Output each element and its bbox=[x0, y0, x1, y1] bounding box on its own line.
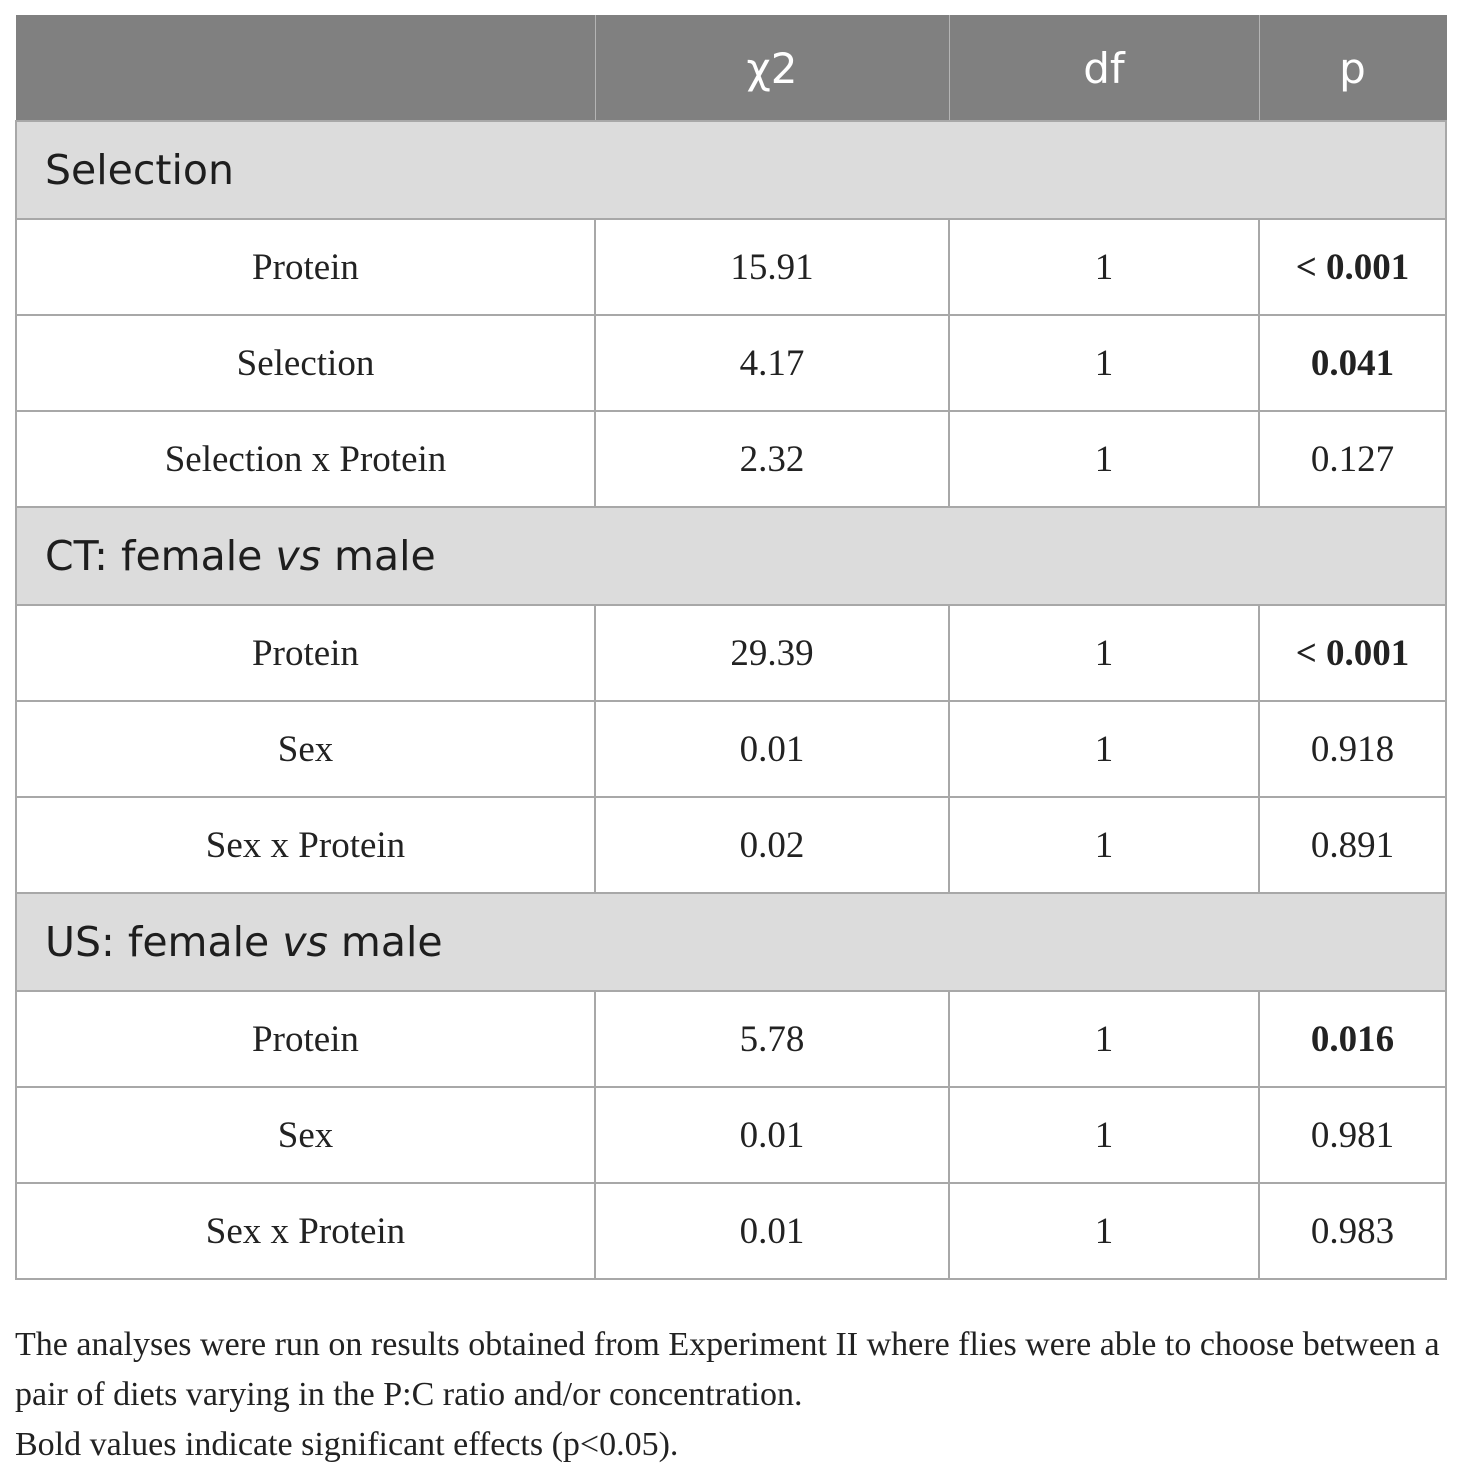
section-title-prefix: CT: female bbox=[45, 532, 276, 580]
section-header-row bbox=[16, 121, 1446, 219]
cell-p-value: < 0.001 bbox=[1259, 605, 1446, 701]
header-chi2: χ2 bbox=[595, 16, 949, 122]
cell-chi2: 0.01 bbox=[595, 701, 949, 797]
table-footnotes bbox=[15, 1320, 1455, 1470]
cell-chi2: 0.01 bbox=[595, 1087, 949, 1183]
cell-df: 1 bbox=[949, 411, 1259, 507]
statistics-table bbox=[15, 15, 1447, 1280]
cell-p-value: 0.983 bbox=[1259, 1183, 1446, 1279]
header-df: df bbox=[949, 16, 1259, 122]
table-body bbox=[16, 121, 1446, 1279]
cell-term: Sex x Protein bbox=[16, 1183, 595, 1279]
cell-df: 1 bbox=[949, 991, 1259, 1087]
section-title-italic: vs bbox=[282, 918, 328, 966]
table-row bbox=[16, 605, 1446, 701]
cell-p-value: 0.891 bbox=[1259, 797, 1446, 893]
cell-p-value: < 0.001 bbox=[1259, 219, 1446, 315]
cell-df: 1 bbox=[949, 797, 1259, 893]
section-title-suffix: male bbox=[327, 918, 443, 966]
cell-df: 1 bbox=[949, 219, 1259, 315]
cell-df: 1 bbox=[949, 1183, 1259, 1279]
section-title-prefix: Selection bbox=[45, 146, 234, 194]
cell-p-value: 0.041 bbox=[1259, 315, 1446, 411]
cell-term: Sex bbox=[16, 1087, 595, 1183]
table-row bbox=[16, 411, 1446, 507]
cell-p-value: 0.981 bbox=[1259, 1087, 1446, 1183]
cell-term: Protein bbox=[16, 991, 595, 1087]
cell-term: Protein bbox=[16, 605, 595, 701]
header-term bbox=[16, 16, 595, 122]
cell-chi2: 0.01 bbox=[595, 1183, 949, 1279]
cell-term: Selection bbox=[16, 315, 595, 411]
cell-term: Sex bbox=[16, 701, 595, 797]
cell-df: 1 bbox=[949, 605, 1259, 701]
section-header-row bbox=[16, 507, 1446, 605]
header-p: p bbox=[1259, 16, 1446, 122]
section-title bbox=[16, 121, 1446, 219]
cell-chi2: 5.78 bbox=[595, 991, 949, 1087]
footnote-analysis: The analyses were run on results obtained from Experiment II where flies were able to choose between a pair of diets varying in the P:C ratio and/or concentration. bbox=[15, 1326, 1440, 1413]
table-row bbox=[16, 701, 1446, 797]
cell-chi2: 4.17 bbox=[595, 315, 949, 411]
section-title-italic: vs bbox=[275, 532, 322, 580]
cell-chi2: 2.32 bbox=[595, 411, 949, 507]
cell-chi2: 15.91 bbox=[595, 219, 949, 315]
section-title bbox=[16, 507, 1446, 605]
table-row bbox=[16, 315, 1446, 411]
cell-chi2: 29.39 bbox=[595, 605, 949, 701]
table-row bbox=[16, 991, 1446, 1087]
table-row bbox=[16, 1087, 1446, 1183]
footnote-bold-legend: Bold values indicate significant effects (p<0.05). bbox=[15, 1426, 679, 1463]
cell-df: 1 bbox=[949, 315, 1259, 411]
section-title-prefix: US: female bbox=[45, 918, 283, 966]
cell-df: 1 bbox=[949, 701, 1259, 797]
table-row bbox=[16, 219, 1446, 315]
cell-term: Protein bbox=[16, 219, 595, 315]
table-row bbox=[16, 1183, 1446, 1279]
statistics-table-container bbox=[15, 15, 1445, 1280]
cell-p-value: 0.016 bbox=[1259, 991, 1446, 1087]
header-row bbox=[16, 16, 1446, 122]
cell-p-value: 0.127 bbox=[1259, 411, 1446, 507]
section-title bbox=[16, 893, 1446, 991]
cell-chi2: 0.02 bbox=[595, 797, 949, 893]
section-title-suffix: male bbox=[321, 532, 436, 580]
cell-p-value: 0.918 bbox=[1259, 701, 1446, 797]
cell-term: Sex x Protein bbox=[16, 797, 595, 893]
section-header-row bbox=[16, 893, 1446, 991]
cell-df: 1 bbox=[949, 1087, 1259, 1183]
table-row bbox=[16, 797, 1446, 893]
cell-term: Selection x Protein bbox=[16, 411, 595, 507]
